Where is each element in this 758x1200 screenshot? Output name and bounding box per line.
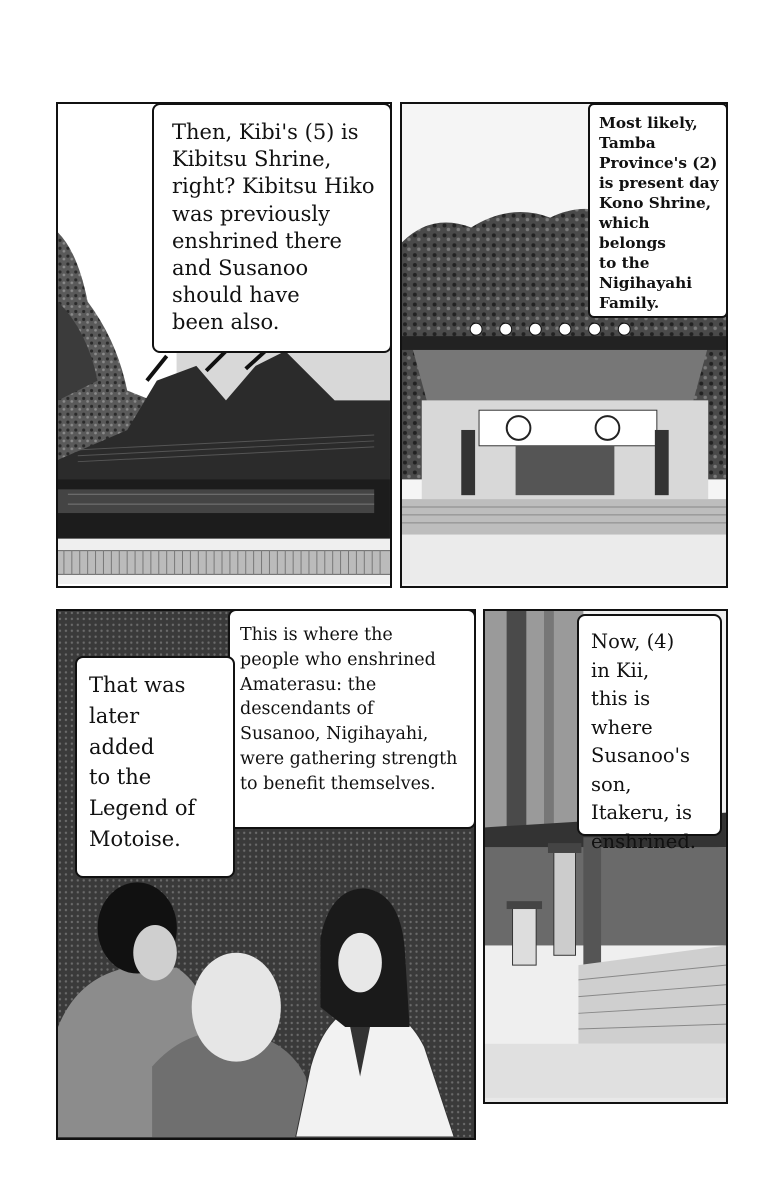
speech-text-motoise: That was later added to the Legend of Motoise. [89, 673, 196, 851]
speech-bubble-amaterasu [228, 609, 476, 829]
speech-text-kibitsu: Then, Kibi's (5) is Kibitsu Shrine, right? Kibitsu Hiko was previously enshrined there and Susanoo should have been also. [172, 120, 375, 335]
speech-text-amaterasu: This is where the people who enshrined Amaterasu: the descendants of Susanoo, Nigihayahi, were gathering strength to benefit themselves. [240, 625, 458, 794]
speech-text-kono: Most likely, Tamba Province's (2) is present day Kono Shrine, which belongs to the Nigihayahi Family. [599, 114, 719, 312]
speech-bubble-kono [588, 103, 728, 318]
speech-bubble-motoise [75, 656, 235, 878]
speech-bubble-kii [577, 614, 722, 853]
speech-text-kii: Now, (4) in Kii, this is where Susanoo's son, Itakeru, is enshrined. [591, 630, 697, 853]
speech-bubble-kibitsu [152, 103, 392, 353]
